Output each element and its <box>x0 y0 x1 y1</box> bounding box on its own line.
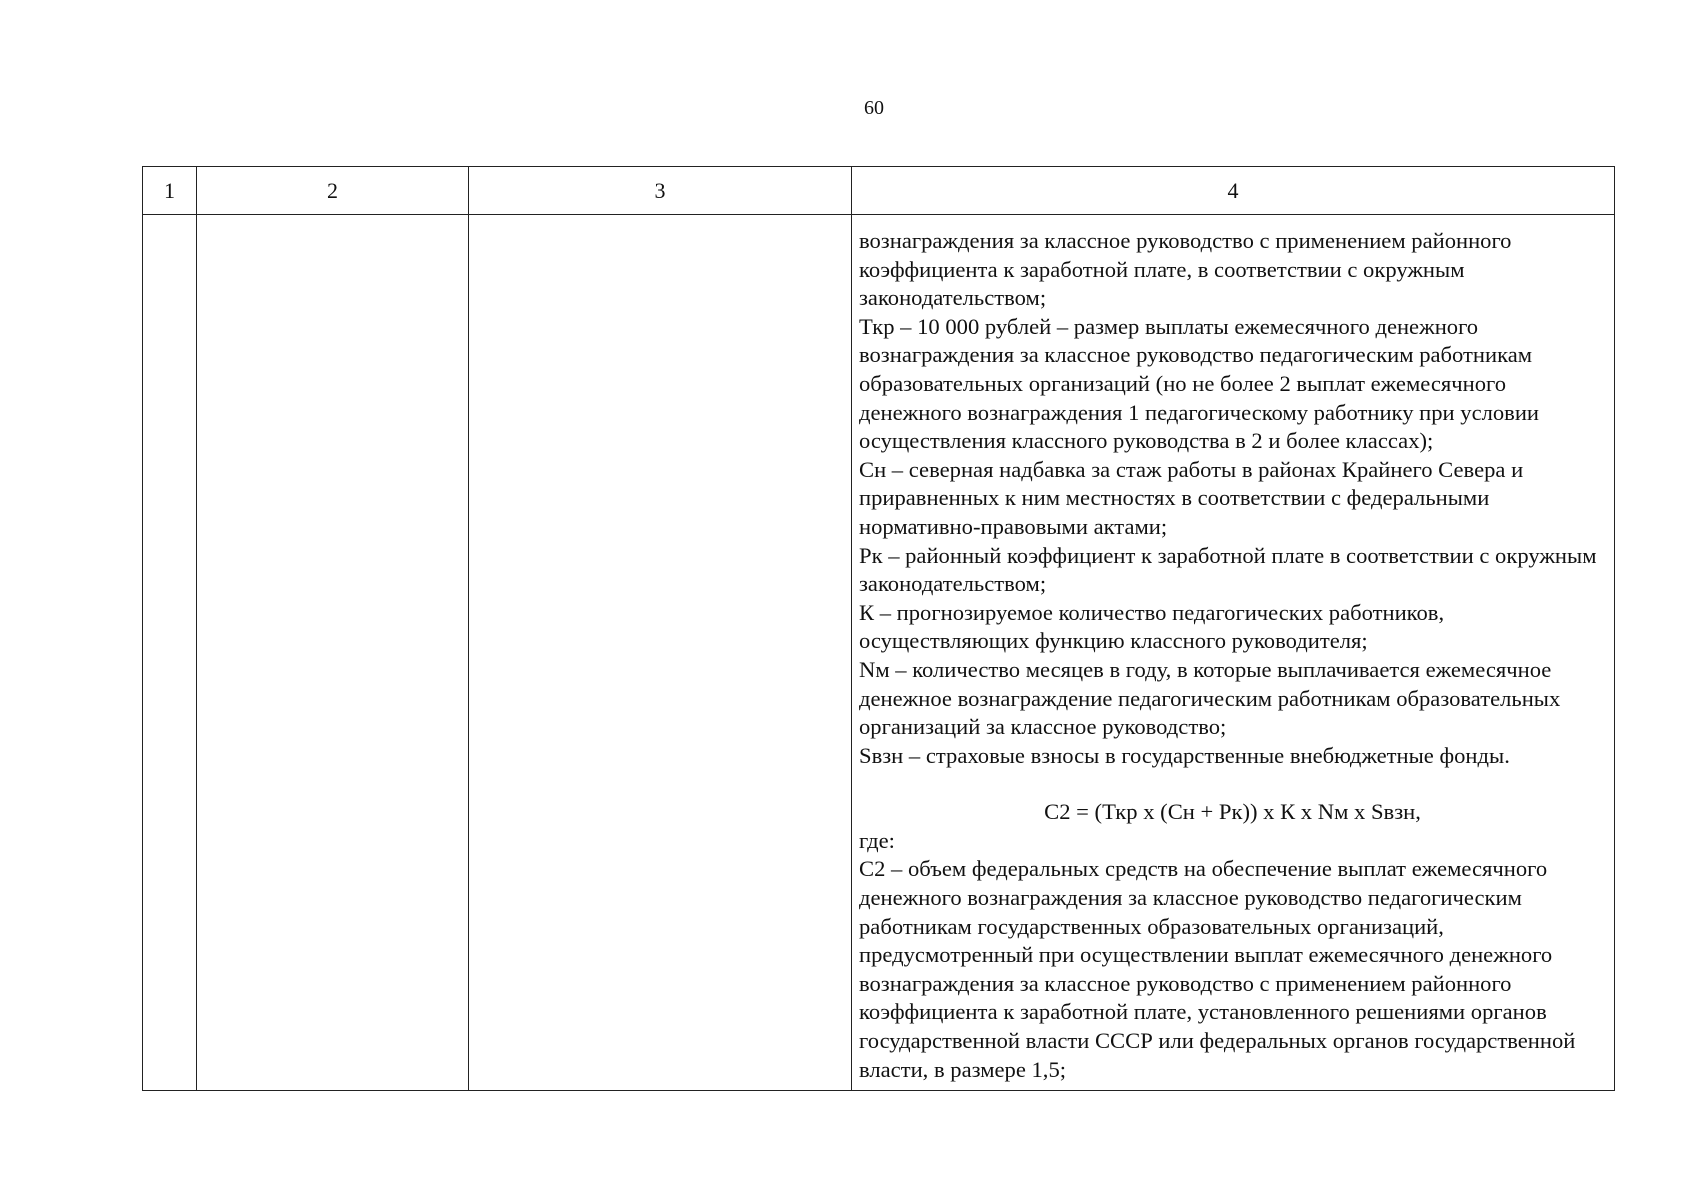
formula-c2: С2 = (Ткр х (Сн + Рк)) х К х Nм х Sвзн, <box>1044 799 1421 825</box>
table-header-row <box>143 167 1615 215</box>
column-header-4: 4 <box>852 167 1615 215</box>
paragraph-svzn-definition: Sвзн – страховые взносы в государственные внебюджетные фонды. <box>859 742 1510 768</box>
column-header-1: 1 <box>143 167 197 215</box>
cell-col-2 <box>197 215 469 1091</box>
cell-col-4-content <box>852 215 1614 1090</box>
page-number: 60 <box>864 97 884 119</box>
cell-col-3 <box>469 215 852 1091</box>
paragraph-continuation: вознаграждения за классное руководство с применением районного коэффициента к заработной плате, в соответствии с окружным законодательством; <box>859 228 1512 311</box>
column-header-2: 2 <box>197 167 469 215</box>
paragraph-c2-definition: С2 – объем федеральных средств на обеспечение выплат ежемесячного денежного вознаграждения за классное руководство педагогическим работникам государственных образовательных организаций, предусмотренный при осуществлении выплат ежемесячного денежного вознаграждения за классное руководство с применением районного коэффициента к заработной плате, установленного решениями органов государственной власти СССР или федеральных органов государственной власти, в размере 1,5; <box>859 856 1576 1082</box>
table-row <box>143 215 1615 1091</box>
cell-col-1 <box>143 215 197 1091</box>
column-header-3: 3 <box>469 167 852 215</box>
document-table <box>142 166 1615 1091</box>
paragraph-k-definition: К – прогнозируемое количество педагогических работников, осуществляющих функцию классного руководителя; <box>859 599 1445 654</box>
paragraph-nm-definition: Nм – количество месяцев в году, в которые выплачивается ежемесячное денежное вознаграждение педагогическим работникам образовательных организаций за классное руководство; <box>859 656 1561 740</box>
where-label: где: <box>859 827 895 853</box>
paragraph-tkr-definition: Ткр – 10 000 рублей – размер выплаты ежемесячного денежного вознаграждения за классное руководство педагогическим работникам образовательных организаций (но не более 2 выплат ежемесячного денежного вознаграждения 1 педагогическому работнику при условии осуществления классного руководства в 2 и более классах); <box>859 313 1540 454</box>
paragraph-sn-definition: Сн – северная надбавка за стаж работы в районах Крайнего Севера и приравненных к ним местностях в соответствии с федеральными нормативно-правовыми актами; <box>859 456 1524 539</box>
cell-col-4 <box>852 215 1615 1091</box>
paragraph-rk-definition: Рк – районный коэффициент к заработной плате в соответствии с окружным законодательством; <box>859 542 1597 597</box>
